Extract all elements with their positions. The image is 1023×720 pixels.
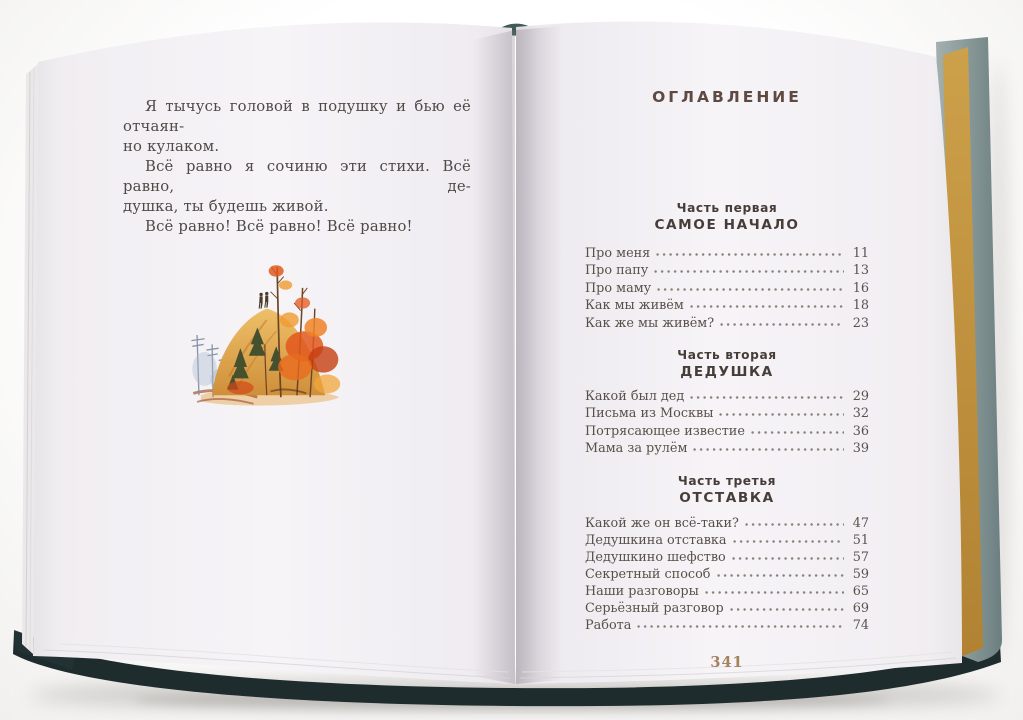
part-name: ДЕДУШКА [680, 364, 774, 381]
dot-leader [751, 422, 844, 435]
toc-entry [585, 599, 869, 616]
entry-page: 39 [852, 441, 869, 457]
dot-leader [690, 387, 844, 400]
table-of-contents [585, 0, 869, 671]
dot-leader [693, 439, 844, 452]
paragraph-line: Всё равно я сочиню эти стихи. Всё равно, де- [123, 158, 471, 195]
entry-title: Наши разговоры [585, 583, 699, 599]
entry-title: Работа [585, 617, 632, 633]
dot-leader [720, 314, 844, 327]
paragraph-line: душка, ты будешь живой. [123, 198, 329, 215]
toc-section-header [585, 474, 869, 507]
toc-entry [585, 616, 869, 633]
entry-page: 23 [852, 315, 869, 331]
entry-page: 65 [852, 583, 869, 599]
toc-entry [585, 514, 869, 531]
left-page-paragraph [123, 97, 471, 237]
toc-entries [585, 514, 869, 633]
entry-page: 32 [852, 406, 869, 422]
entry-title: Про маму [585, 280, 652, 296]
entry-title: Как же мы живём? [585, 315, 715, 331]
entry-page: 13 [852, 263, 869, 279]
toc-entry [585, 531, 869, 548]
toc-entry [585, 582, 869, 599]
entry-page: 18 [852, 298, 869, 314]
entry-title: Письма из Москвы [585, 406, 714, 422]
part-label: Часть первая [676, 201, 778, 215]
dot-leader [657, 279, 844, 292]
entry-page: 51 [852, 532, 869, 548]
autumn-hill-illustration [182, 254, 360, 416]
toc-entry [585, 387, 869, 404]
entry-title: Про папу [585, 263, 649, 279]
toc-entry [585, 548, 869, 565]
entry-page: 29 [852, 389, 869, 405]
entry-page: 69 [852, 600, 869, 616]
entry-title: Серьёзный разговор [585, 600, 724, 616]
toc-entry [585, 565, 869, 582]
dot-leader [730, 599, 844, 612]
entry-page: 59 [852, 566, 869, 582]
paragraph-line: Всё равно! Всё равно! Всё равно! [145, 218, 413, 235]
dot-leader [717, 565, 845, 578]
entry-page: 11 [852, 246, 869, 261]
toc-title: ОГЛАВЛЕНИЕ [652, 88, 802, 106]
entry-title: Дедушкина отставка [585, 532, 727, 548]
page-gutter-shading [472, 26, 562, 684]
dot-leader [705, 582, 844, 595]
dot-leader [732, 548, 844, 561]
entry-title: Потрясающее известие [585, 423, 745, 439]
dot-leader [733, 531, 844, 544]
paragraph-line: но кулаком. [123, 138, 220, 155]
dot-leader [654, 261, 844, 274]
dot-leader [745, 514, 844, 527]
dot-leader [656, 244, 844, 257]
entry-title: Как мы живём [585, 298, 684, 314]
entry-page: 47 [852, 515, 869, 531]
entry-page: 57 [852, 549, 869, 565]
toc-section-header [585, 201, 869, 234]
two-figures [259, 292, 269, 309]
dot-leader [637, 616, 844, 629]
entry-title: Секретный способ [585, 566, 711, 582]
part-label: Часть вторая [677, 348, 777, 363]
toc-entry [585, 261, 869, 278]
toc-entry [585, 404, 869, 421]
toc-entry [585, 439, 869, 456]
toc-entries [585, 244, 869, 331]
entry-title: Дедушкино шефство [585, 549, 726, 565]
entry-title: Мама за рулём [585, 441, 688, 457]
entry-page: 74 [852, 617, 869, 633]
toc-section-header [585, 348, 869, 381]
entry-title: Про меня [585, 246, 651, 261]
toc-entry [585, 279, 869, 296]
toc-entries [585, 387, 869, 457]
part-name: ОТСТАВКА [679, 489, 775, 506]
entry-page: 16 [852, 280, 869, 296]
dot-leader [719, 404, 844, 417]
paragraph-line: Я тычусь головой в подушку и бью её отчаян- [123, 98, 471, 135]
toc-entry [585, 244, 869, 261]
entry-title: Какой был дед [585, 389, 685, 405]
part-name: САМОЕ НАЧАЛО [654, 217, 800, 233]
toc-entry [585, 422, 869, 439]
entry-title: Какой же он всё-таки? [585, 515, 739, 531]
toc-entry [585, 314, 869, 331]
toc-entry [585, 296, 869, 313]
part-label: Часть третья [677, 473, 777, 488]
entry-page: 36 [852, 423, 869, 439]
page-number: 341 [710, 653, 744, 671]
dot-leader [690, 296, 844, 309]
